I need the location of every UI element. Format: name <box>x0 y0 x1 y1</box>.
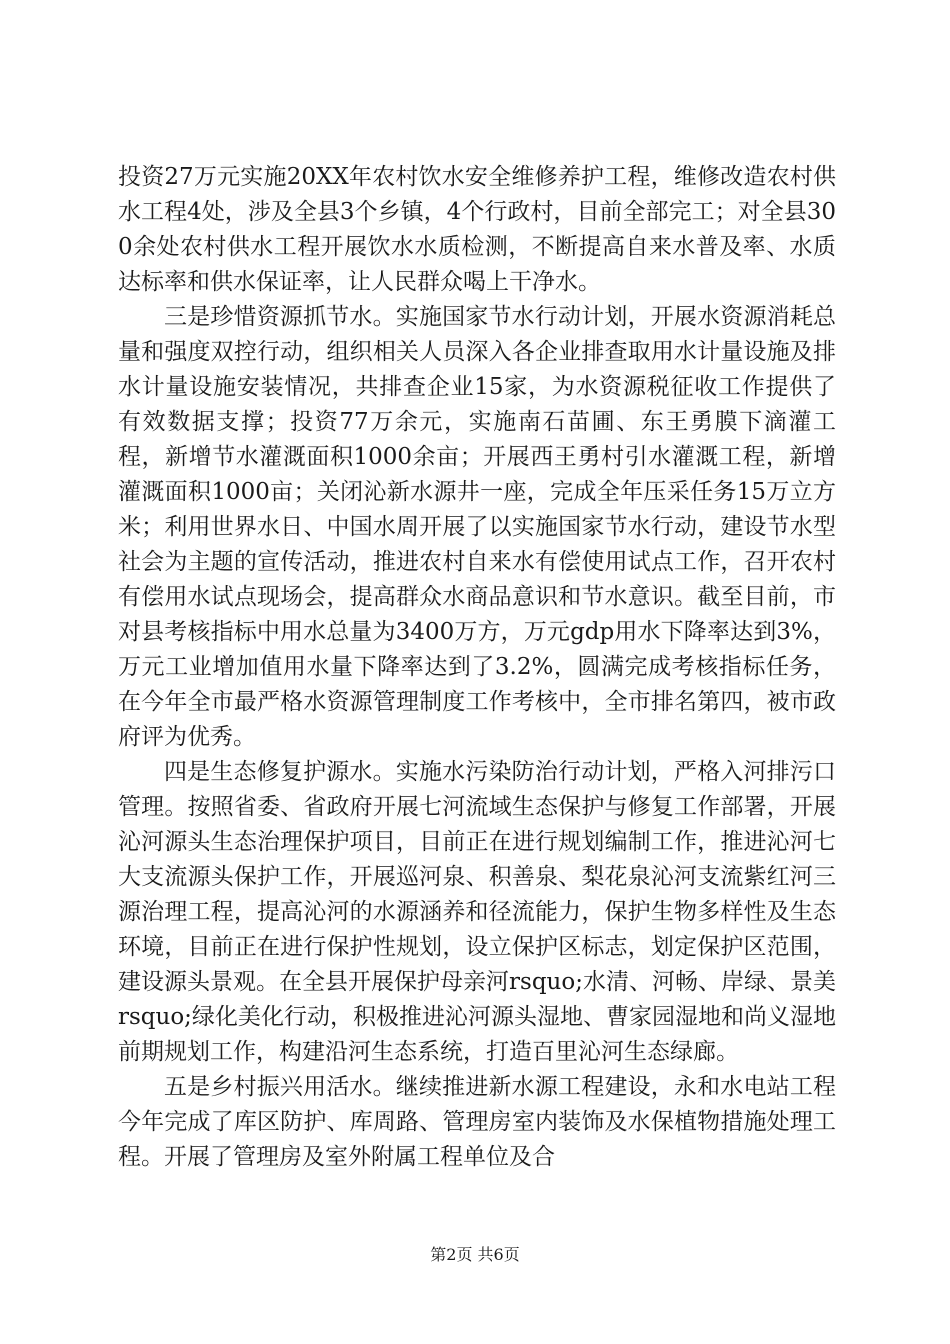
paragraph-rural-revitalization: 五是乡村振兴用活水。继续推进新水源工程建设，永和水电站工程今年完成了库区防护、库周路、管理房室内装饰及水保植物措施处理工程。开展了管理房及室外附属工程单位及合 <box>118 1074 836 1170</box>
paragraph-ecological-restoration: 四是生态修复护源水。实施水污染防治行动计划，严格入河排污口管理。按照省委、省政府开展七河流域生态保护与修复工作部署，开展沁河源头生态治理保护项目，目前正在进行规划编制工作，推进沁河七大支流源头保护工作，开展巡河泉、积善泉、梨花泉沁河支流紫红河三源治理工程，提高沁河的水源涵养和径流能力，保护生物多样性及生态环境，目前正在进行保护性规划，设立保护区标志，划定保护区范围，建设源头景观。在全县开展保护母亲河rsquo;水清、河畅、岸绿、景美rsquo;绿化美化行动，积极推进沁河源头湿地、曹家园湿地和尚义湿地前期规划工作，构建沿河生态系统，打造百里沁河生态绿廊。 <box>118 759 836 1065</box>
page-footer: 第2页 共6页 <box>430 1245 520 1264</box>
document-body <box>118 160 836 1175</box>
paragraph-continuation: 投资27万元实施20XX年农村饮水安全维修养护工程，维修改造农村供水工程4处，涉及全县3个乡镇，4个行政村，目前全部完工；对全县300余处农村供水工程开展饮水水质检测，不断提高自来水普及率、水质达标率和供水保证率，让人民群众喝上干净水。 <box>118 164 836 295</box>
paragraph-water-saving: 三是珍惜资源抓节水。实施国家节水行动计划，开展水资源消耗总量和强度双控行动，组织相关人员深入各企业排查取用水计量设施及排水计量设施安装情况，共排查企业15家，为水资源税征收工作提供了有效数据支撑；投资77万余元，实施南石苗圃、东王勇膜下滴灌工程，新增节水灌溉面积1000余亩；开展西王勇村引水灌溉工程，新增灌溉面积1000亩；关闭沁新水源井一座，完成全年压采任务15万立方米；利用世界水日、中国水周开展了以实施国家节水行动，建设节水型社会为主题的宣传活动，推进农村自来水有偿使用试点工作，召开农村有偿用水试点现场会，提高群众水商品意识和节水意识。截至目前，市对县考核指标中用水总量为3400万方，万元gdp用水下降率达到3%，万元工业增加值用水量下降率达到了3.2%，圆满完成考核指标任务，在今年全市最严格水资源管理制度工作考核中，全市排名第四，被市政府评为优秀。 <box>118 304 836 750</box>
